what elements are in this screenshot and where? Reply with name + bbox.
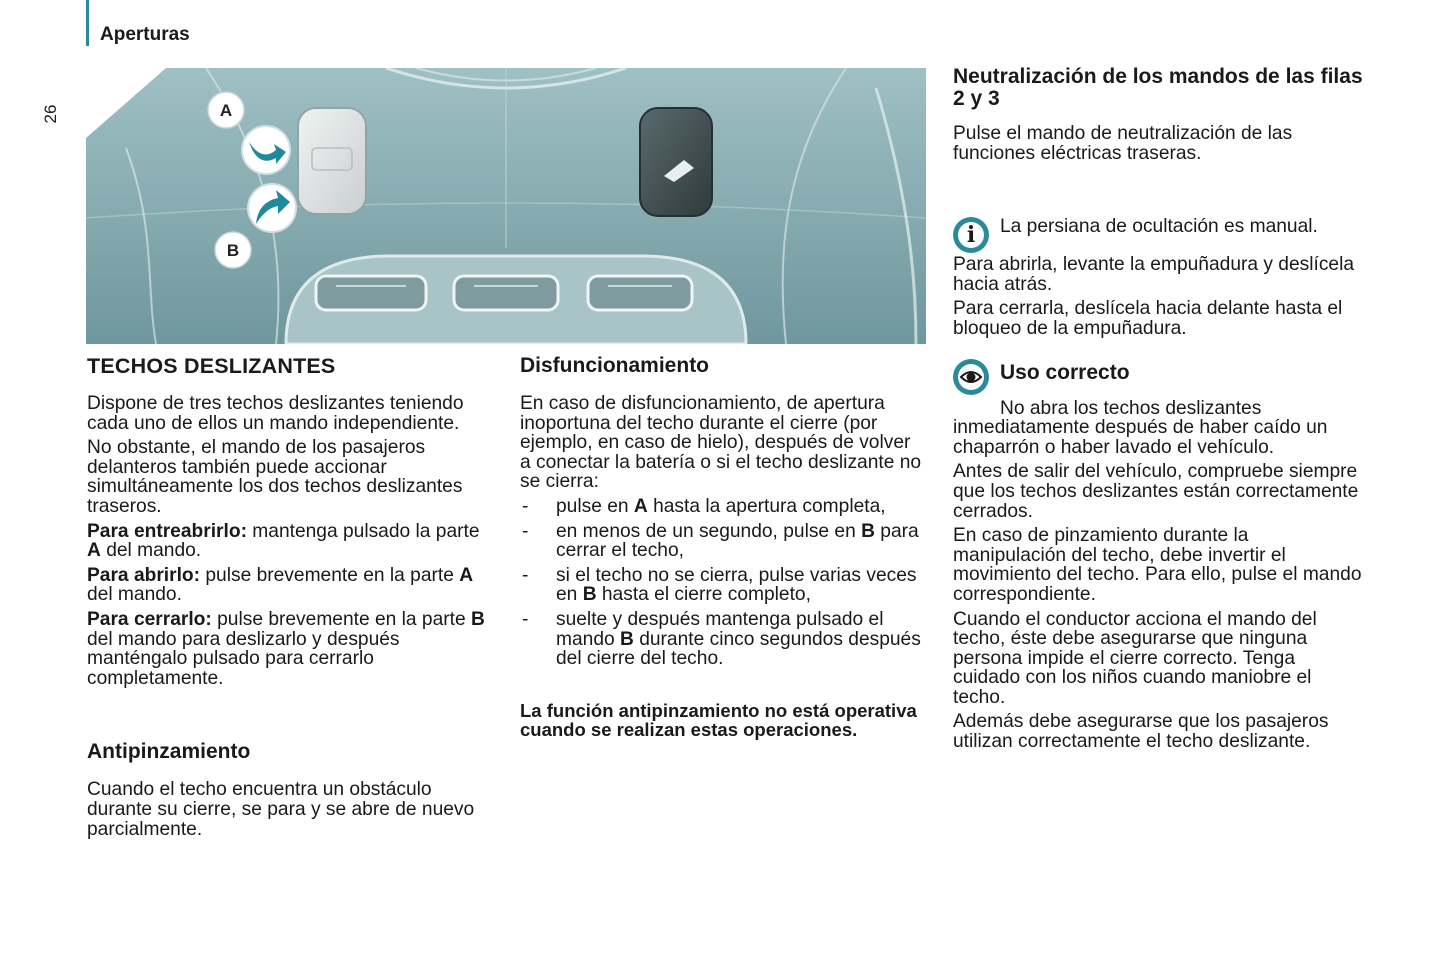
arrow-tilt-icon (242, 126, 290, 174)
column-1 (87, 354, 487, 844)
warning-note: La función antipinzamiento no está operativa cuando se realizan estas operaciones. (520, 699, 917, 741)
paragraph: Pulse el mando de neutralización de las funciones eléctricas traseras. (953, 123, 1293, 164)
info-block (953, 217, 1363, 255)
paragraph: Para abrirla, levante la empuñadura y deslícela hacia atrás. (953, 254, 1355, 295)
list-item: - pulse en A hasta la apertura completa, (520, 497, 925, 517)
paragraph: No obstante, el mando de los pasajeros delanteros también puede accionar simultáneamente los dos techos deslizantes traseros. (87, 437, 463, 517)
info-icon: i (953, 217, 989, 253)
heading-uso-correcto: Uso correcto (1000, 360, 1130, 384)
paragraph: En caso de pinzamiento durante la manipulación del techo, debe invertir el movimiento del techo. Para ello, pulse el mando correspondiente. (953, 525, 1362, 605)
eye-icon (953, 359, 989, 395)
paragraph: No abra los techos deslizantes inmediatamente después de haber caído un chaparrón o haber lavado el vehículo. (953, 397, 1328, 458)
section-title: Aperturas (100, 24, 190, 45)
column-2 (520, 354, 925, 745)
roof-control-drawing (86, 68, 926, 344)
paragraph: Dispone de tres techos deslizantes teniendo cada uno de ellos un mando independiente. (87, 393, 464, 434)
heading-techos-deslizantes: TECHOS DESLIZANTES (87, 354, 336, 378)
heading-antipinzamiento: Antipinzamiento (87, 740, 251, 764)
page-number: 26 (41, 104, 60, 124)
paragraph: Además debe asegurarse que los pasajeros utilizan correctamente el techo deslizante. (953, 711, 1329, 753)
paragraph: Antes de salir del vehículo, compruebe siempre que los techos deslizantes están correctamente cerrados. (953, 461, 1359, 522)
heading-disfuncionamiento: Disfuncionamiento (520, 354, 710, 377)
roof-control-illustration (86, 68, 926, 344)
list-item: - suelte y después mantenga pulsado el mando B durante cinco segundos después del cierre del techo. (520, 610, 925, 669)
uso-correcto-block (953, 357, 1363, 397)
figure-label-b: B (226, 241, 240, 260)
info-text: La persiana de ocultación es manual. (1000, 216, 1318, 238)
list-item: - en menos de un segundo, pulse en B para cerrar el techo, (520, 522, 925, 561)
section-bar (86, 0, 89, 46)
paragraph: Cuando el conductor acciona el mando del techo, éste debe asegurarse que ninguna persona impide el cierre correcto. Tenga cuidado con los niños cuando maniobre el techo. (953, 608, 1317, 708)
heading-neutralizacion: Neutralización de los mandos de las filas 2 y 3 (953, 65, 1363, 110)
column-3 (953, 66, 1363, 757)
paragraph: En caso de disfuncionamiento, de apertura inoportuna del techo durante el cierre (por ejemplo, en caso de hielo), después de volver a conectar la batería o si el techo deslizante no se cierra: (520, 393, 922, 493)
arrow-open-icon (248, 184, 296, 232)
paragraph-entreabrir: Para entreabrirlo: mantenga pulsado la parte A del mando. (87, 520, 480, 562)
figure-label-a: A (219, 101, 233, 120)
paragraph: Para cerrarla, deslícela hacia delante hasta el bloqueo de la empuñadura. (953, 298, 1343, 339)
list-item: - si el techo no se cierra, pulse varias veces en B hasta el cierre completo, (520, 566, 925, 605)
paragraph-abrir: Para abrirlo: pulse brevemente en la parte A del mando. (87, 564, 474, 606)
paragraph: Cuando el techo encuentra un obstáculo durante su cierre, se para y se abre de nuevo parcialmente. (87, 779, 475, 840)
steps-list (520, 497, 925, 669)
paragraph-cerrar: Para cerrarlo: pulse brevemente en la parte B del mando para deslizarlo y después manténgalo pulsado para cerrarlo completamente. (87, 608, 485, 689)
